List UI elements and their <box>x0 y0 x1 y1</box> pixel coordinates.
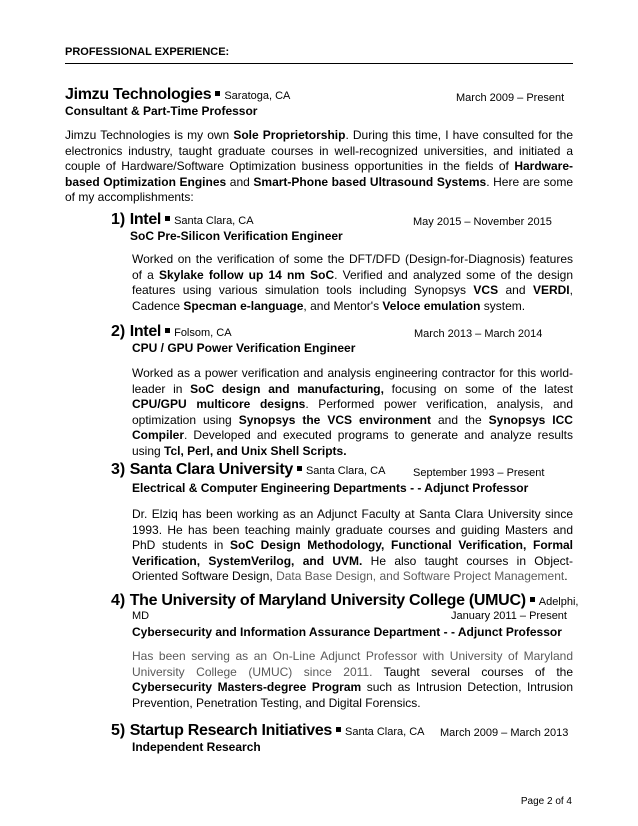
bullet-icon <box>336 727 341 732</box>
main-role: Consultant & Part-Time Professor <box>65 104 258 118</box>
item-2-heading: 2) Intel Folsom, CA <box>111 323 232 340</box>
bullet-icon <box>297 466 302 471</box>
item-5-heading: 5) Startup Research Initiatives Santa Clara, CA <box>111 722 425 739</box>
item-3-role: Electrical & Computer Engineering Departments - - Adjunct Professor <box>132 481 529 495</box>
main-employer-heading <box>65 86 290 104</box>
item-4-location-line2: MD <box>132 610 150 622</box>
main-dates: March 2009 – Present <box>456 92 565 104</box>
item-4-company: The University of Maryland University College (UMUC) <box>129 592 526 609</box>
item-3-company: Santa Clara University <box>129 461 293 478</box>
item-1-company: Intel <box>129 211 162 228</box>
item-4-description: Has been serving as an On-Line Adjunct Professor with University of Maryland University College (UMUC) since 2011. Taught several courses of the Cybersecurity Masters-degree Program such as Intrusion Detection, Intrusion Prevention, Penetration Testing, and Digital Forensics. <box>132 649 574 710</box>
bullet-icon <box>530 597 535 602</box>
main-location: Saratoga, CA <box>224 90 291 102</box>
item-1-role: SoC Pre-Silicon Verification Engineer <box>130 229 343 243</box>
bullet-icon <box>165 328 170 333</box>
item-3-heading: 3) Santa Clara University Santa Clara, CA <box>111 461 386 478</box>
item-4-heading: 4) The University of Maryland University College (UMUC) Adelphi, <box>111 592 579 609</box>
item-1-description: Worked on the verification of some the DFT/DFD (Design-for-Diagnosis) features of a Skylake follow up 14 nm SoC. Verified and analyzed some of the design features using various simulation tools including Synopsys VCS and VERDI, Cadence Specman e-language, and Mentor's Veloce emulation system. <box>132 252 573 313</box>
item-2-role: CPU / GPU Power Verification Engineer <box>132 341 356 355</box>
item-5-company: Startup Research Initiatives <box>129 722 333 739</box>
main-company: Jimzu Technologies <box>65 86 212 103</box>
item-2-dates: March 2013 – March 2014 <box>414 328 543 340</box>
item-2-company: Intel <box>129 323 162 340</box>
bullet-icon <box>215 91 220 96</box>
item-3-description: Dr. Elziq has been working as an Adjunct Faculty at Santa Clara University since 1993. He has been teaching mainly graduate courses and guiding Masters and PhD students in SoC Design Methodology, Functional Verification, Formal Verification, SystemVerilog, and UVM. He also taught courses in Object-Oriented Software Design, Data Base Design, and Software Project Management. <box>132 507 573 584</box>
item-2-description: Worked as a power verification and analysis engineering contractor for this world-leader in SoC design and manufacturing, focusing on some of the latest CPU/GPU multicore designs. Performed power verification, analysis, and optimization using Synopsys the VCS environment and the Synopsys ICC Compiler. Developed and executed programs to generate and analyze results using Tcl, Perl, and Unix Shell Scripts. <box>132 366 573 458</box>
item-5-dates: March 2009 – March 2013 <box>440 727 569 739</box>
item-5-role: Independent Research <box>132 740 261 754</box>
item-1-heading: 1) Intel Santa Clara, CA <box>111 211 254 228</box>
section-header: PROFESSIONAL EXPERIENCE: <box>65 46 230 58</box>
item-4-role: Cybersecurity and Information Assurance Department - - Adjunct Professor <box>132 625 562 639</box>
item-4-dates: January 2011 – Present <box>451 610 567 622</box>
item-3-dates: September 1993 – Present <box>413 467 545 479</box>
main-description: Jimzu Technologies is my own Sole Proprietorship. During this time, I have consulted for the electronics industry, taught graduate courses in well-recognized universities, and initiated a couple of Hardware/Software Optimization business opportunities in the fields of Hardware-based Optimization Engines and Smart-Phone based Ultrasound Systems. Here are some of my accomplishments: <box>65 128 573 205</box>
section-divider <box>65 63 573 64</box>
item-1-dates: May 2015 – November 2015 <box>413 216 552 228</box>
page-number: Page 2 of 4 <box>520 796 572 807</box>
bullet-icon <box>165 216 170 221</box>
